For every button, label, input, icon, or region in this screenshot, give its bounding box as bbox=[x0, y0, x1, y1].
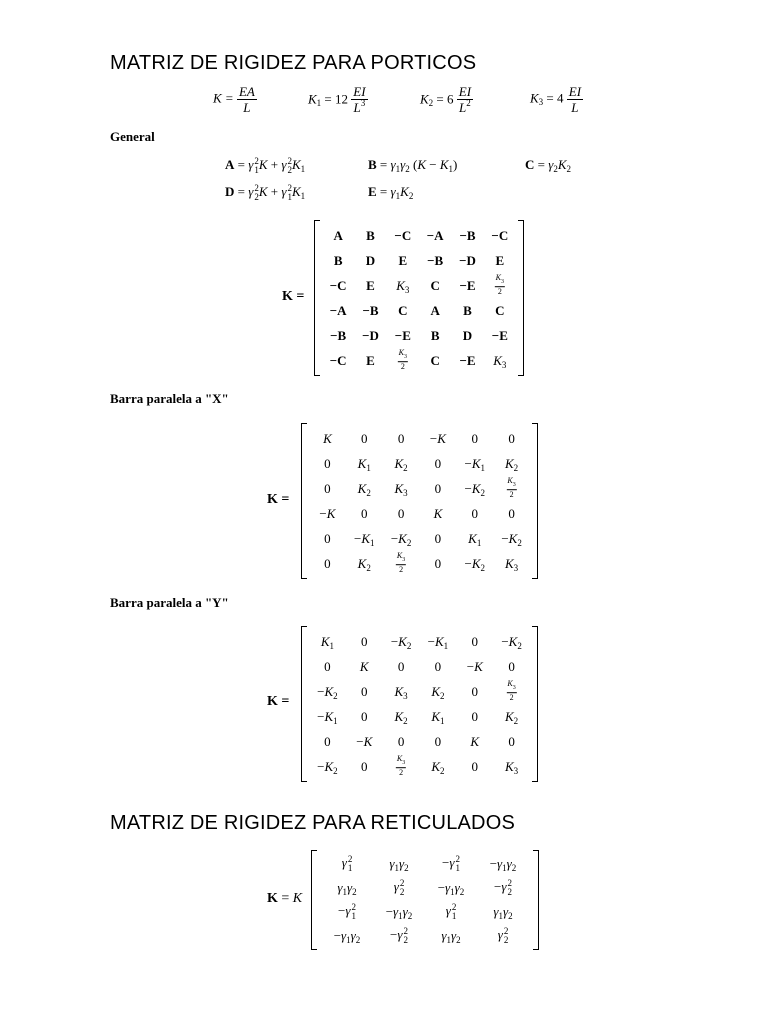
matrix-cell: 0 bbox=[361, 683, 368, 699]
matrix-cell: 0 bbox=[324, 530, 331, 546]
matrix-cell: −A bbox=[426, 227, 444, 243]
matrix-cell: $\frac{K_3}{2}$ bbox=[396, 753, 406, 778]
matrix-cell: $-\gamma_1\gamma_2$ bbox=[489, 856, 517, 873]
matrix-cell: −K bbox=[319, 505, 336, 521]
matrix-cell: $K_3$ bbox=[394, 683, 408, 701]
formula-k1: $K_1 = 12$ $\frac{EI}{L^3}$ bbox=[308, 84, 366, 115]
matrix-cell: 0 bbox=[434, 555, 442, 571]
matrix-cell: 0 bbox=[471, 633, 478, 649]
matrix-cell: $K_1$ bbox=[431, 708, 445, 726]
matrix-cell: −B bbox=[362, 302, 379, 318]
matrix-cell: 0 bbox=[471, 683, 478, 699]
matrix-cell: 0 bbox=[434, 733, 442, 749]
matrix-cell: 0 bbox=[508, 505, 515, 521]
matrix-cell: $\frac{K_3}{2}$ bbox=[507, 678, 516, 703]
matrix-cell: B bbox=[463, 302, 472, 318]
matrix-cell: $K_2$ bbox=[504, 455, 519, 473]
matrix-cell: $K_2$ bbox=[357, 480, 371, 498]
formula-k2: $K_2 = 6$ $\frac{EI}{L^2}$ bbox=[420, 84, 472, 115]
matrix-cell: $\gamma_1\gamma_2$ bbox=[389, 856, 409, 873]
matrix-cell: $-K_2$ bbox=[317, 758, 338, 776]
matrix-cell: −D bbox=[362, 327, 379, 343]
matrix-cell: −E bbox=[459, 352, 476, 368]
matrix-cell: B bbox=[366, 227, 375, 243]
matrix-cell: $\frac{K_3}{2}$ bbox=[398, 347, 407, 372]
matrix-cell: −C bbox=[394, 227, 412, 243]
matrix-cell: E bbox=[398, 252, 408, 268]
heading-porticos: MATRIZ DE RIGIDEZ PARA PORTICOS bbox=[110, 52, 477, 74]
matrix-cell: $K_2$ bbox=[504, 708, 519, 726]
matrix-cell: 0 bbox=[361, 708, 368, 724]
matrix-cell: 0 bbox=[434, 658, 442, 674]
def-c: $C = \gamma_2K_2$ bbox=[525, 157, 572, 174]
matrix-cell: 0 bbox=[471, 708, 478, 724]
matrix-cell: B bbox=[430, 327, 440, 343]
matrix-cell: B bbox=[333, 252, 343, 268]
matrix-general bbox=[314, 220, 524, 376]
matrix-cell: E bbox=[495, 252, 505, 268]
matrix-cell: γ 2 1 bbox=[341, 854, 353, 874]
def-d: D = γ 2 2 K + γ 2 1 $K_1$ bbox=[225, 183, 306, 203]
matrix-cell: K bbox=[433, 505, 443, 521]
matrix-cell: $K_2$ bbox=[431, 683, 445, 701]
matrix-cell: $-K_2$ bbox=[317, 683, 338, 701]
matrix-cell: D bbox=[462, 327, 473, 343]
matrix-cell: E bbox=[366, 277, 375, 293]
matrix-cell: $K_1$ bbox=[357, 455, 371, 473]
matrix-cell: 0 bbox=[361, 633, 368, 649]
matrix-cell: 0 bbox=[471, 505, 478, 521]
matrix-cell: $-\gamma_1\gamma_2$ bbox=[437, 880, 465, 897]
def-e: $E = \gamma_1K_2$ bbox=[368, 184, 414, 201]
matrix-cell: K bbox=[470, 733, 480, 749]
matrix-cell: C bbox=[430, 277, 440, 293]
matrix-cell: 0 bbox=[397, 658, 405, 674]
matrix-cell: 0 bbox=[508, 430, 515, 446]
matrix-cell: $\frac{K_3}{2}$ bbox=[396, 550, 406, 575]
matrix-cell: $K_1$ bbox=[468, 530, 482, 548]
matrix-general-label: K = bbox=[282, 289, 305, 304]
matrix-cell: $K_3$ bbox=[504, 758, 519, 776]
matrix-cell: $-K_2$ bbox=[501, 633, 522, 651]
matrix-cell: 0 bbox=[324, 658, 331, 674]
matrix-cell: $\gamma_1\gamma_2$ bbox=[493, 904, 513, 921]
matrix-cell: −A bbox=[329, 302, 347, 318]
formula-k: K = $\frac{EA}{L}$ bbox=[213, 84, 255, 115]
matrix-cell: 0 bbox=[324, 455, 331, 471]
matrix-cell: −K bbox=[429, 430, 446, 446]
matrix-cell: $K_2$ bbox=[394, 455, 408, 473]
matrix-cell: $-K_2$ bbox=[390, 633, 412, 651]
matrix-cell: $K_3$ bbox=[394, 480, 408, 498]
matrix-cell: $\gamma_1\gamma_2$ bbox=[337, 880, 357, 897]
matrix-cell: K bbox=[323, 430, 332, 446]
matrix-cell: −C bbox=[491, 227, 509, 243]
matrix-cell: A bbox=[430, 302, 440, 318]
matrix-cell: 0 bbox=[397, 733, 405, 749]
matrix-cell: −K bbox=[466, 658, 483, 674]
matrix-cell: $-K_1$ bbox=[353, 530, 375, 548]
matrix-cell: $-K_2$ bbox=[464, 480, 486, 498]
matrix-cell: 0 bbox=[471, 758, 478, 774]
matrix-cell: $-K_1$ bbox=[464, 455, 486, 473]
matrix-cell: C bbox=[495, 302, 505, 318]
matrix-cell: $-K_1$ bbox=[427, 633, 449, 651]
matrix-cell: $-\gamma_1\gamma_2$ bbox=[385, 904, 413, 921]
matrix-cell: $-K_2$ bbox=[390, 530, 412, 548]
matrix-cell: $\frac{K_3}{2}$ bbox=[507, 475, 516, 500]
matrix-cell: γ 2 2 bbox=[393, 878, 405, 898]
matrix-cell: −γ 2 2 bbox=[494, 878, 512, 898]
label-barra-x: Barra paralela a "X" bbox=[110, 391, 229, 406]
matrix-cell: −B bbox=[459, 227, 476, 243]
matrix-cell: D bbox=[365, 252, 376, 268]
matrix-cell: 0 bbox=[361, 430, 368, 446]
matrix-cell: $K_1$ bbox=[320, 633, 334, 651]
matrix-cell: C bbox=[398, 302, 408, 318]
matrix-cell: −K bbox=[356, 733, 373, 749]
matrix-cell: −B bbox=[427, 252, 444, 268]
label-general: General bbox=[110, 129, 155, 144]
matrix-barra-y-label: K = bbox=[267, 694, 290, 709]
matrix-cell: γ 2 2 bbox=[497, 926, 509, 946]
matrix-cell: $-K_1$ bbox=[317, 708, 338, 726]
matrix-cell: $-K_2$ bbox=[501, 530, 522, 548]
matrix-cell: A bbox=[333, 227, 343, 243]
heading-reticulados: MATRIZ DE RIGIDEZ PARA RETICULADOS bbox=[110, 812, 515, 834]
matrix-cell: γ 2 1 bbox=[445, 902, 457, 922]
matrix-cell: 0 bbox=[397, 430, 405, 446]
matrix-cell: −C bbox=[329, 277, 347, 293]
matrix-cell: 0 bbox=[471, 430, 478, 446]
matrix-barra-y bbox=[301, 626, 538, 782]
matrix-cell: 0 bbox=[324, 733, 331, 749]
matrix-cell: C bbox=[430, 352, 440, 368]
matrix-cell: −γ 2 1 bbox=[442, 854, 460, 874]
matrix-cell: 0 bbox=[434, 530, 442, 546]
matrix-cell: $-K_2$ bbox=[464, 555, 486, 573]
matrix-barra-x bbox=[301, 423, 538, 579]
matrix-cell: 0 bbox=[434, 480, 442, 496]
matrix-cell: $K_2$ bbox=[357, 555, 371, 573]
matrix-barra-x-label: K = bbox=[267, 492, 290, 507]
matrix-cell: K bbox=[359, 658, 369, 674]
matrix-cell: $K_2$ bbox=[394, 708, 408, 726]
matrix-cell: 0 bbox=[508, 658, 515, 674]
matrix-cell: E bbox=[366, 352, 375, 368]
matrix-cell: 0 bbox=[508, 733, 515, 749]
matrix-cell: 0 bbox=[324, 480, 331, 496]
matrix-cell: $K_3$ bbox=[504, 555, 519, 573]
matrix-cell: −D bbox=[459, 252, 476, 268]
matrix-cell: $\frac{K_3}{2}$ bbox=[495, 272, 504, 297]
def-a: A = γ 2 1 K + γ 2 2 $K_1$ bbox=[225, 156, 306, 176]
matrix-cell: $\gamma_1\gamma_2$ bbox=[441, 928, 461, 945]
matrix-cell: 0 bbox=[434, 455, 442, 471]
matrix-cell: 0 bbox=[324, 555, 331, 571]
matrix-cell: 0 bbox=[361, 505, 368, 521]
matrix-cell: $K_2$ bbox=[431, 758, 445, 776]
matrix-cell: −E bbox=[491, 327, 508, 343]
matrix-cell: −C bbox=[329, 352, 347, 368]
matrix-cell: −B bbox=[330, 327, 347, 343]
matrix-cell: $K_3$ bbox=[396, 277, 410, 295]
matrix-cell: $-\gamma_1\gamma_2$ bbox=[333, 928, 361, 945]
matrix-cell: 0 bbox=[397, 505, 405, 521]
matrix-cell: −E bbox=[459, 277, 476, 293]
matrix-reticulados-label: K = K bbox=[267, 891, 303, 906]
label-barra-y: Barra paralela a "Y" bbox=[110, 595, 229, 610]
matrix-reticulados bbox=[311, 850, 539, 950]
matrix-cell: 0 bbox=[361, 758, 368, 774]
formula-k3: $K_3 = 4$ $\frac{EI}{L}$ bbox=[530, 84, 582, 115]
matrix-cell: −γ 2 2 bbox=[390, 926, 408, 946]
matrix-cell: $K_3$ bbox=[493, 352, 507, 370]
def-b: $B = \gamma_1\gamma_2$ $(K - K_1)$ bbox=[368, 157, 458, 174]
matrix-cell: −E bbox=[394, 327, 411, 343]
matrix-cell: −γ 2 1 bbox=[338, 902, 356, 922]
